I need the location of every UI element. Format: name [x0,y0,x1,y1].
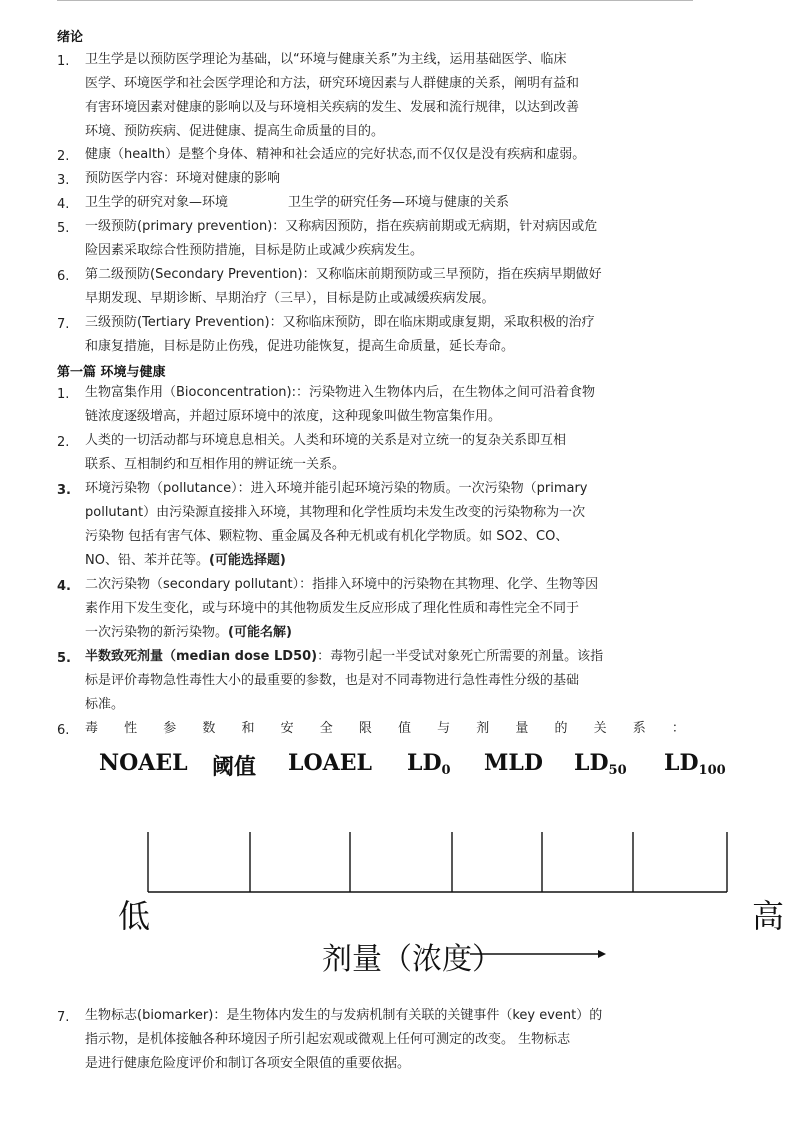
list-item-line: pollutant）由污染源直接排入环境，其物理和化学性质均未发生改变的污染物称为一次 [85,505,586,520]
char: ： [671,721,685,736]
list-item-text: 一次污染物的新污染物。 [85,625,229,640]
exam-note: (可能选择题) [208,553,286,568]
char: 关 [593,721,607,736]
list-item-line: 指示物，是机体接触各种环境因子所引起宏观或微观上任何可测定的改变。 生物标志 [85,1032,571,1047]
list-item [85,191,693,215]
list-item-line: 生物富集作用（Bioconcentration):：污染物进入生物体内后，在生物体之间可沿着食物 [85,385,595,400]
list-item [85,143,693,167]
list-item-line: 预防医学内容：环境对健康的影响 [85,171,281,186]
arrow-head-icon [598,950,606,958]
list-item [85,381,693,429]
label-mld: MLD [484,750,543,776]
list-item-line: 卫生学是以预防医学理论为基础，以“环境与健康关系”为主线，运用基础医学、临床 [85,52,567,67]
list-item-line: 三级预防(Tertiary Prevention)：又称临床预防，即在临床期或康复期，采取积极的治疗 [85,315,595,330]
list-item-line: 医学、环境医学和社会医学理论和方法，研究环境因素与人群健康的关系，阐明有益和 [85,76,580,91]
list-item [85,717,693,741]
char: 与 [437,721,451,736]
list-item-line: 标是评价毒物急性毒性大小的最重要的参数，也是对不同毒物进行急性毒性分级的基础 [85,673,580,688]
section-heading-part1: 第一篇 环境与健康 [57,365,166,380]
char: 参 [163,721,177,736]
char: 剂 [476,721,490,736]
list-number: 3. [57,173,70,188]
list-item-line: 环境污染物（pollutance）：进入环境并能引起环境污染的物质。一次污染物（primary [85,481,588,496]
term-ld50: 半数致死剂量（median dose LD50) [85,649,318,664]
list-item-line: 早期发现、早期诊断、早期治疗（三早），目标是防止或减缓疾病发展。 [85,291,495,306]
list-item [85,573,693,645]
list-item-line: 链浓度逐级增高，并超过原环境中的浓度，这种现象叫做生物富集作用。 [85,409,502,424]
label-noael: NOAEL [99,750,188,776]
ld-subscript: 50 [608,763,627,778]
list-item-line: 和康复措施，目标是防止伤残，促进功能恢复，提高生命质量，延长寿命。 [85,339,515,354]
list-item-text: NO、铅、苯并芘等。 [85,553,209,568]
list-number: 1. [57,387,70,402]
list-item-line: 生物标志(biomarker)：是生物体内发生的与发病机制有关联的关键事件（key event）的 [85,1008,603,1023]
list-item-line: 人类的一切活动都与环境息息相关。人类和环境的关系是对立统一的复杂关系即互相 [85,433,567,448]
list-item [85,477,693,573]
axis-label-dose: 剂量（浓度） [322,942,502,977]
list-number: 4. [57,579,71,594]
top-rule [57,0,693,1]
list-item-line [85,645,693,669]
char: 全 [319,721,333,736]
list-item-line: 险因素采取综合性预防措施，目标是防止或减少疾病发生。 [85,243,424,258]
research-task: 卫生学的研究任务—环境与健康的关系 [288,195,510,210]
char: 值 [398,721,412,736]
list-item-line [85,621,693,645]
list-item-line: 一级预防(primary prevention)：又称病因预防，指在疾病前期或无病期，针对病因或危 [85,219,598,234]
label-high: 高 [752,897,785,935]
char: 数 [202,721,216,736]
list-number: 7. [57,317,70,332]
label-threshold: 阈值 [212,754,257,780]
section-heading-intro: 绪论 [57,30,84,45]
list-number: 1. [57,54,70,69]
list-item [85,429,693,477]
char: 性 [124,721,138,736]
dose-diagram [0,740,800,980]
list-item [85,645,693,717]
label-loael: LOAEL [288,750,372,776]
ld-text: LD [407,750,442,776]
list-item-line: 第二级预防(Secondary Prevention)：又称临床前期预防或三早预防，指在疾病早期做好 [85,267,602,282]
list-number: 6. [57,723,70,738]
list-item-line [85,191,693,215]
char: 限 [358,721,372,736]
list-item-line: 有害环境因素对健康的影响以及与环境相关疾病的发生、发展和流行规律，以达到改善 [85,100,580,115]
label-low: 低 [118,897,151,935]
spaced-heading [85,717,685,741]
list-number: 4. [57,197,70,212]
char: 的 [554,721,568,736]
list-item-line: 联系、互相制约和互相作用的辨证统一关系。 [85,457,346,472]
list-item-line [85,549,693,573]
list-item-line: 标准。 [85,697,125,712]
list-item [85,263,693,311]
list-item [85,311,693,359]
char: 系 [632,721,646,736]
list-item-line: 健康（health）是整个身体、精神和社会适应的完好状态,而不仅仅是没有疾病和虚弱。 [85,147,586,162]
ld-subscript: 0 [441,763,451,778]
list-item [85,1004,693,1076]
list-item [85,48,693,144]
char: 安 [280,721,294,736]
list-number: 5. [57,221,70,236]
ld-text: LD [664,750,699,776]
char: 和 [241,721,255,736]
list-item [85,167,693,191]
list-number: 2. [57,435,70,450]
list-item-line: 素作用下发生变化，或与环境中的其他物质发生反应形成了理化性质和毒性完全不同于 [85,601,580,616]
list-number: 3. [57,483,71,498]
research-object: 卫生学的研究对象—环境 [85,195,229,210]
list-number: 6. [57,269,70,284]
list-number: 2. [57,149,70,164]
list-item-line: 二次污染物（secondary pollutant）：指排入环境中的污染物在其物理、化学、生物等因 [85,577,599,592]
ld-text: LD [574,750,609,776]
ld-subscript: 100 [698,763,726,778]
list-item-line: 污染物 包括有害气体、颗粒物、重金属及各种无机或有机化学物质。如 SO2、CO、 [85,529,569,544]
list-number: 7. [57,1010,70,1025]
exam-note: (可能名解) [228,625,292,640]
list-number: 5. [57,651,71,666]
list-item-line: 是进行健康危险度评价和制订各项安全限值的重要依据。 [85,1056,411,1071]
list-item-text: ：毒物引起一半受试对象死亡所需要的剂量。该指 [317,649,604,664]
list-item [85,215,693,263]
char: 毒 [85,721,99,736]
char: 量 [515,721,529,736]
list-item-line: 环境、预防疾病、促进健康、提高生命质量的目的。 [85,124,385,139]
